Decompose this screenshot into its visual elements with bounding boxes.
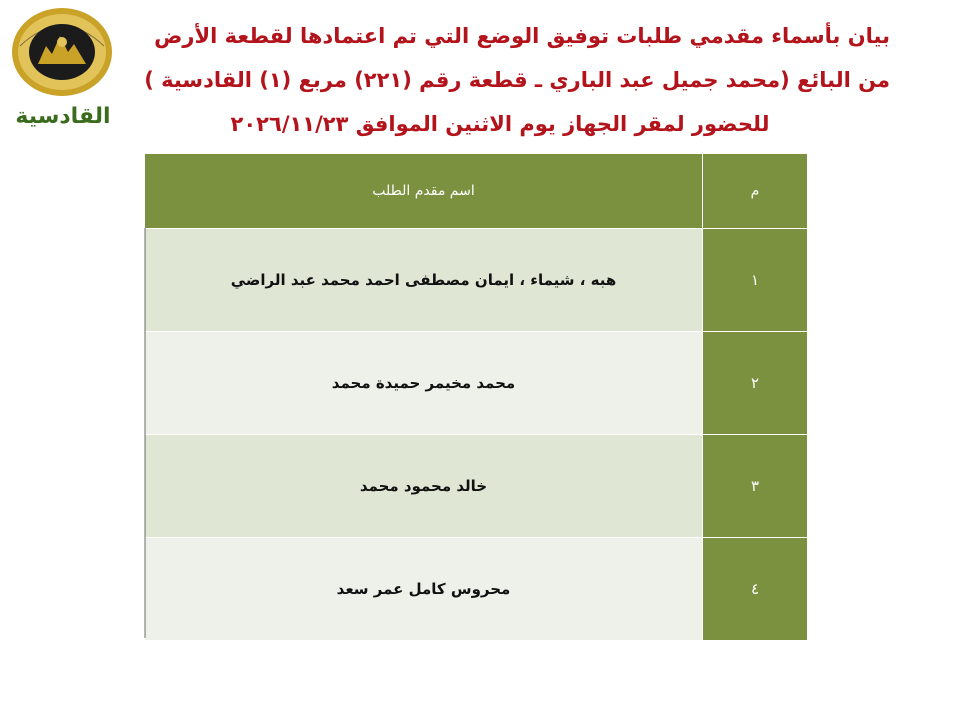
table-row <box>145 229 808 332</box>
header-index: م <box>703 154 808 229</box>
row-index: ٣ <box>703 435 808 538</box>
table-edge-divider <box>144 228 146 638</box>
applicants-table <box>144 153 808 641</box>
title-line-3: للحضور لمقر الجهاز يوم الاثنين الموافق ٢٠٢٦/١١/٢٣ <box>230 112 770 136</box>
row-applicant-name: محمد مخيمر حميدة محمد <box>145 332 703 435</box>
row-index: ٢ <box>703 332 808 435</box>
table-header-row <box>145 154 808 229</box>
logo-caption: القادسية <box>15 104 111 129</box>
table-row <box>145 538 808 641</box>
table-row <box>145 435 808 538</box>
row-applicant-name: محروس كامل عمر سعد <box>145 538 703 641</box>
title-line-2: من البائع (محمد جميل عبد الباري ـ قطعة رقم (٢٢١) مربع (١) القادسية ) <box>144 68 890 92</box>
table-row <box>145 332 808 435</box>
title-line-1: بيان بأسماء مقدمي طلبات توفيق الوضع التي تم اعتمادها لقطعة الأرض <box>154 24 890 48</box>
document-title <box>144 14 890 146</box>
header-name: اسم مقدم الطلب <box>145 154 703 229</box>
city-seal-icon <box>10 6 114 98</box>
row-applicant-name: خالد محمود محمد <box>145 435 703 538</box>
row-applicant-name: هبه ، شيماء ، ايمان مصطفى احمد محمد عبد الراضي <box>145 229 703 332</box>
row-index: ٤ <box>703 538 808 641</box>
agency-logo <box>8 6 118 134</box>
row-index: ١ <box>703 229 808 332</box>
